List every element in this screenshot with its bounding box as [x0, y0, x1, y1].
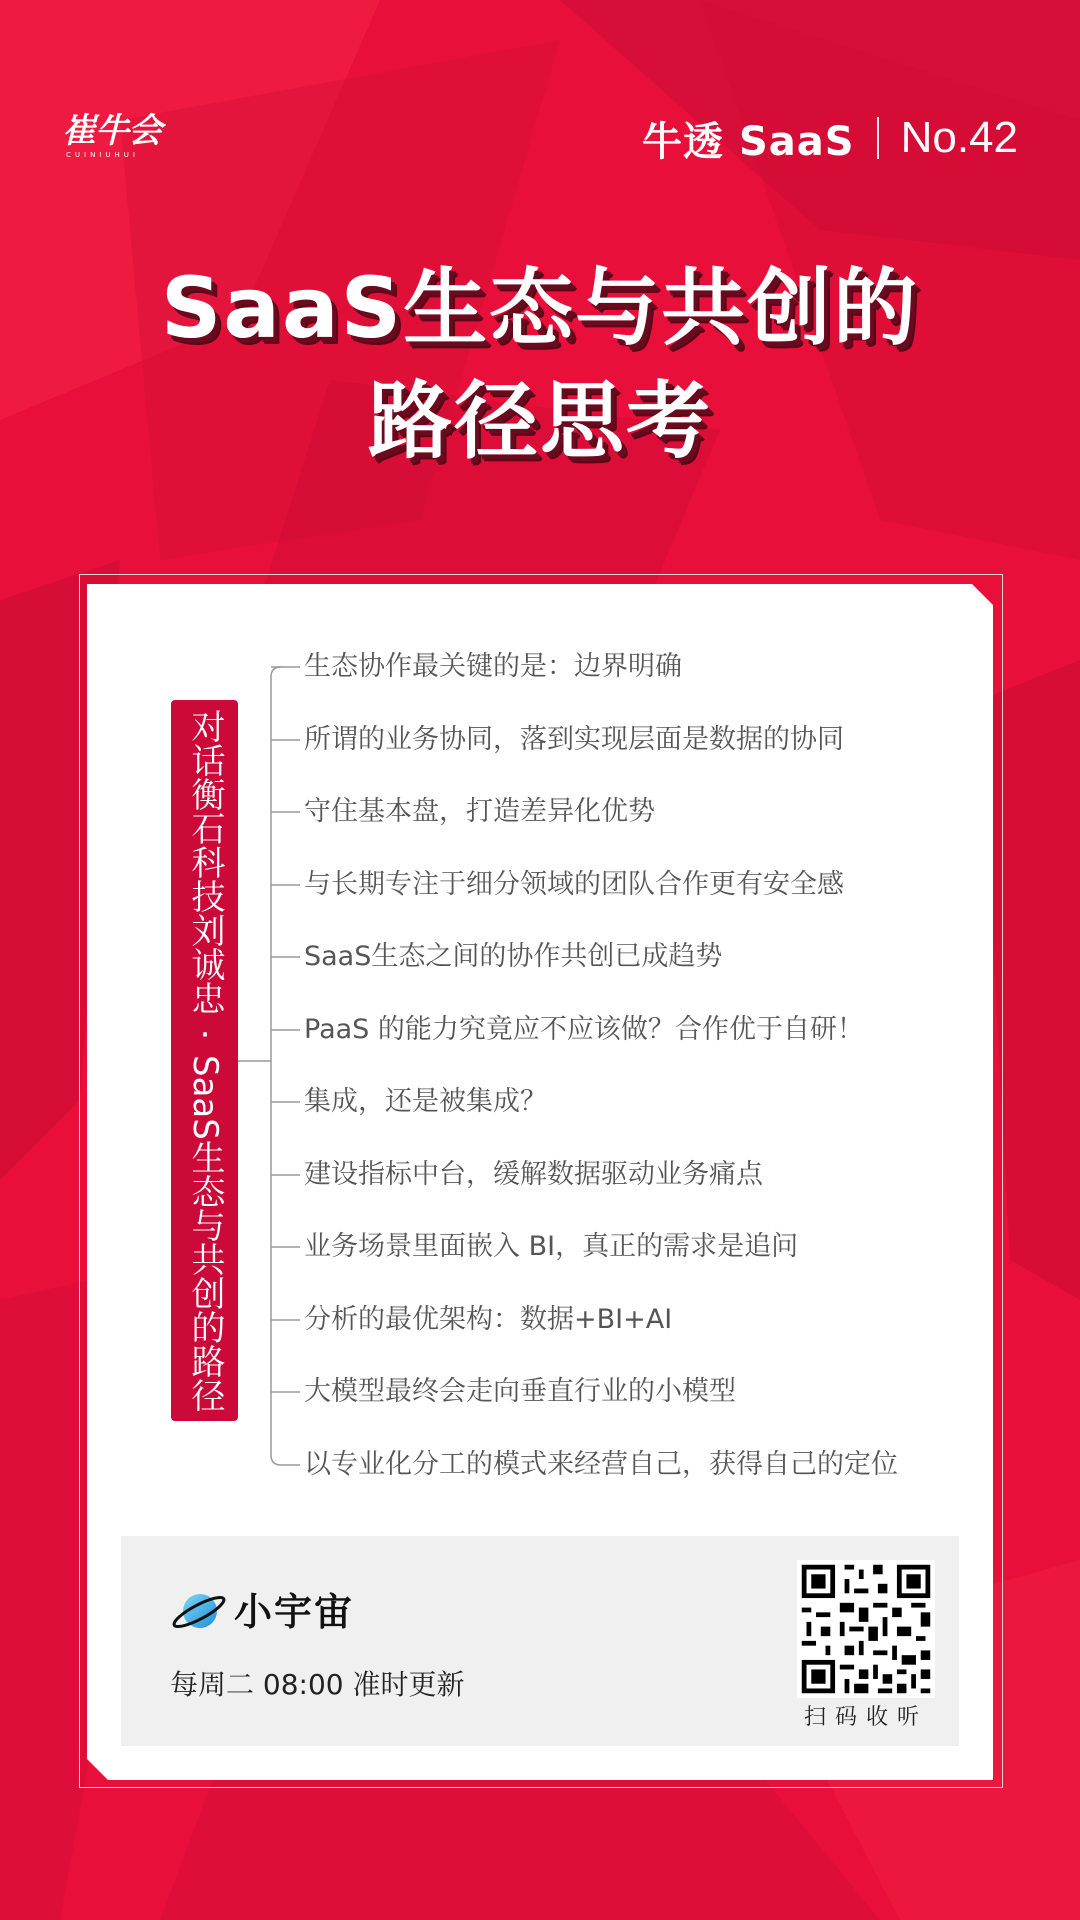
- mindmap-item: 生态协作最关键的是：边界明确: [304, 651, 682, 682]
- cuiniuhui-logo: [62, 112, 161, 160]
- series-brand: 牛透 SaaS: [642, 118, 855, 165]
- mindmap-item: 分析的最优架构：数据+BI+AI: [304, 1304, 673, 1335]
- issue-number: No.42: [900, 113, 1018, 162]
- mindmap-root-label: [118, 700, 238, 1421]
- mindmap-item: 建设指标中台，缓解数据驱动业务痛点: [304, 1159, 763, 1190]
- series-badge: [642, 110, 1018, 166]
- mindmap-item: 所谓的业务协同，落到实现层面是数据的协同: [304, 724, 844, 755]
- mindmap-item: 以专业化分工的模式来经营自己，获得自己的定位: [304, 1449, 898, 1480]
- page-title-line-2: 路径思考: [367, 372, 712, 470]
- update-schedule: 每周二 08:00 准时更新: [170, 1668, 465, 1701]
- root-label-part: 对话衡石科技刘诚忠·: [185, 709, 225, 1056]
- mindmap-item: 业务场景里面嵌入 BI，真正的需求是追问: [304, 1231, 799, 1262]
- planet-icon: [170, 1590, 228, 1632]
- logo-latin-text: CUINIUHUI: [66, 151, 139, 159]
- app-name: 小宇宙: [234, 1590, 355, 1634]
- qr-code[interactable]: [797, 1560, 935, 1698]
- root-label-part: 生态与共创的路径思考: [118, 1026, 225, 1412]
- mindmap-item: SaaS生态之间的协作共创已成趋势: [304, 941, 723, 972]
- mindmap-item: 集成，还是被集成？: [304, 1086, 547, 1117]
- divider: [877, 117, 879, 159]
- logo-chinese-text: 崔牛会: [62, 111, 161, 151]
- qr-caption: 扫码收听: [803, 1705, 928, 1730]
- page-title-line-1: SaaS生态与共创的: [160, 259, 920, 357]
- mindmap-item: 大模型最终会走向垂直行业的小模型: [304, 1376, 736, 1407]
- mindmap-item: 与长期专注于细分领域的团队合作更有安全感: [304, 869, 844, 900]
- root-label-latin: SaaS: [185, 1055, 225, 1140]
- mindmap-item: PaaS 的能力究竟应不应该做？合作优于自研！: [304, 1014, 864, 1045]
- mindmap-item: 守住基本盘，打造差异化优势: [304, 796, 655, 827]
